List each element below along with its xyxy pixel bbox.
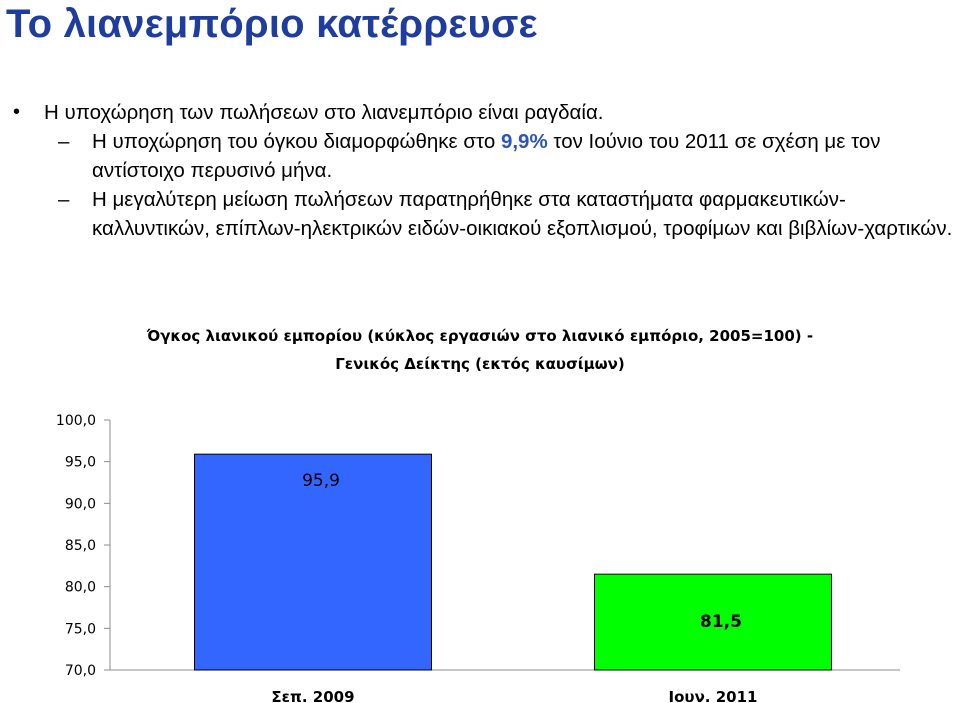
sub-bullet-text-after: τον Ιούνιο του 2011 σε σχέση με τον αντίστοιχο περυσινό μήνα.: [92, 130, 881, 182]
data-label: 95,9: [302, 471, 340, 492]
y-tick-label: 100,0: [55, 413, 96, 429]
sub-bullet-text-before: Η υποχώρηση του όγκου διαμορφώθηκε στο: [92, 130, 501, 153]
y-tick-label: 90,0: [64, 496, 96, 513]
chart-title-line-1: Όγκος λιανικού εμπορίου (κύκλος εργασιών στο λιανικό εμπόριο, 2005=100) -: [146, 327, 814, 345]
slide-title: Το λιανεμπόριο κατέρρευσε: [6, 2, 538, 46]
x-tick-label: Ιουν. 2011: [668, 688, 758, 703]
highlight-percentage: 9,9%: [500, 130, 548, 153]
y-tick-label: 70,0: [64, 663, 96, 679]
y-tick-label: 95,0: [64, 454, 96, 471]
bullet-dot-icon: •: [13, 101, 21, 123]
chart-title-line-2: Γενικός Δείκτης (εκτός καυσίμων): [335, 355, 625, 373]
y-tick-label: 85,0: [64, 538, 96, 554]
bullet-text: Η υποχώρηση των πωλήσεων στο λιανεμπόριο είναι ραγδαία.: [44, 101, 604, 124]
x-tick-label: Σεπ. 2009: [271, 688, 355, 703]
sub-bullet-text: Η μεγαλύτερη μείωση πωλήσεων παρατηρήθηκε στα καταστήματα φαρμακευτικών-καλλυντικών, επίπλων-ηλεκτρικών ειδών-οικιακού εξοπλισμού, τροφίμων και βιβλίων-χαρτικών.: [92, 188, 953, 240]
dash-icon: –: [58, 188, 70, 211]
y-tick-label: 80,0: [64, 579, 96, 596]
dash-icon: –: [58, 130, 70, 153]
data-label: 81,5: [700, 612, 742, 633]
y-tick-label: 75,0: [64, 621, 96, 638]
